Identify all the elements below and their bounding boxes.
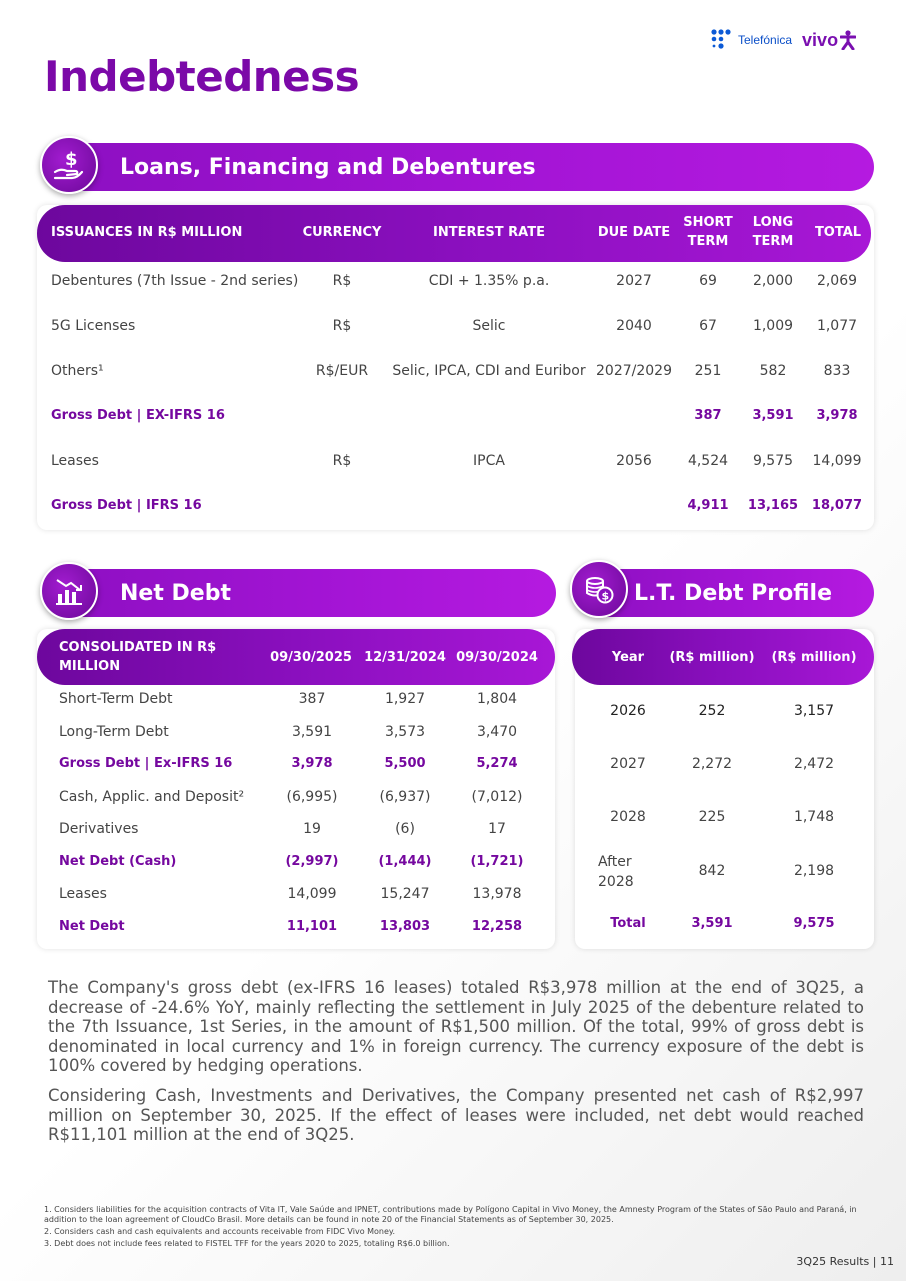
table-cell: 1,077 [816,318,858,334]
table-cell: R$ [332,318,352,334]
table-cell: 13,978 [472,886,522,902]
table-row-label: After 2028 [598,854,634,890]
table-cell: 3,591 [691,916,733,931]
table-row-label: Debentures (7th Issue - 2nd series) [51,273,299,289]
table-cell: 4,524 [687,453,729,469]
col-date-3: 09/30/2024 [456,650,538,665]
table-cell: 387 [298,691,326,707]
loans-table-header [37,205,871,262]
table-cell: 9,575 [752,453,794,469]
table-row-label-total: Total [610,916,646,931]
table-cell: 13,803 [379,919,431,934]
table-cell: 19 [303,821,321,837]
brand-logo [710,26,880,54]
loans-banner [44,143,874,191]
table-cell: R$ [332,273,352,289]
lt-profile-table-header [572,629,874,685]
table-cell: 3,157 [793,703,835,719]
table-cell: R$ [332,453,352,469]
col-date-1: 09/30/2025 [270,650,352,665]
table-cell: 582 [759,363,787,379]
loans-banner-title: Loans, Financing and Debentures [120,154,536,180]
net-debt-table-header [37,629,555,685]
table-row-label: 2026 [610,703,646,719]
col-rs-million-1: (R$ million) [669,650,755,665]
vivo-logo [802,30,856,51]
table-cell: 387 [694,408,722,423]
table-cell: (2,997) [285,854,339,869]
body-paragraph: Considering Cash, Investments and Derivatives, the Company presented net cash of R$2,997 million on September 30, 2025. If the effect of leases were included, net debt would reached R$11,101 million at the end of 3Q25. [48,1086,864,1144]
col-issuances: ISSUANCES IN R$ MILLION [51,225,243,240]
table-cell: 1,748 [793,809,835,825]
table-cell: 2,472 [793,756,835,772]
table-cell: (6) [395,821,415,837]
table-cell: Selic [472,318,506,334]
table-row-label: Long-Term Debt [59,724,169,740]
table-cell: 2040 [616,318,652,334]
telefonica-wordmark: Telefónica [738,33,793,47]
table-row-label-total: Gross Debt | IFRS 16 [51,498,202,513]
table-row-label-total: Net Debt [59,919,125,934]
net-debt-banner [44,569,556,617]
table-row-label: Leases [59,886,107,902]
table-cell: 3,978 [816,408,858,423]
table-cell: 14,099 [812,453,862,469]
page-footer: 3Q25 Results | 11 [796,1255,894,1268]
table-cell: 67 [699,318,717,334]
table-row-label: Cash, Applic. and Deposit² [59,789,245,805]
col-short-term: SHORT TERM [683,215,733,249]
table-cell: 2027 [616,273,652,289]
table-row-label: Others¹ [51,363,104,379]
table-cell: 225 [698,809,726,825]
chart-down-icon [40,562,98,620]
table-cell: 2027/2029 [596,363,672,379]
table-cell: (1,444) [378,854,432,869]
table-cell: 3,978 [291,756,333,771]
table-row-label: 5G Licenses [51,318,136,334]
col-currency: CURRENCY [302,225,382,240]
footnote: 3. Debt does not include fees related to FISTEL TFF for the years 2020 to 2025, totaling R$6.0 billion. [44,1239,450,1248]
table-cell: Selic, IPCA, CDI and Euribor [392,363,586,379]
table-cell: IPCA [473,453,505,469]
coins-icon [570,560,628,618]
table-cell: 13,165 [747,498,799,513]
col-total: TOTAL [814,225,862,240]
table-cell: 842 [698,863,726,879]
col-due-date: DUE DATE [597,225,671,240]
body-paragraph: The Company's gross debt (ex-IFRS 16 leases) totaled R$3,978 million at the end of 3Q25, a decrease of -24.6% YoY, mainly reflecting the settlement in July 2025 of the debenture related to the 7th Issuance, 1st Series, in the amount of R$1,500 million. Of the total, 99% of gross debt is denominated in local currency and 1% in foreign currency. The currency exposure of the debt is 100% covered by hedging operations. [48,978,864,1075]
table-cell: 18,077 [811,498,863,513]
table-cell: 251 [694,363,722,379]
table-cell: 69 [699,273,717,289]
table-cell: 3,591 [291,724,333,740]
table-cell: 2,198 [793,863,835,879]
table-row-label: 2027 [610,756,646,772]
footnote: 2. Considers cash and cash equivalents and accounts receivable from FIDC Vivo Money. [44,1227,396,1236]
telefonica-logo [710,28,792,52]
col-consolidated: CONSOLIDATED IN R$ MILLION [59,640,217,674]
table-row-label-total: Net Debt (Cash) [59,854,177,869]
vivo-figure-icon [840,30,856,50]
table-cell: 14,099 [287,886,337,902]
telefonica-dots-icon [710,28,734,52]
table-row-label-total: Gross Debt | Ex-IFRS 16 [59,756,233,771]
table-cell: 2,272 [691,756,733,772]
table-cell: 12,258 [471,919,523,934]
table-row-label: 2028 [610,809,646,825]
table-cell: 3,573 [384,724,426,740]
table-cell: 252 [698,703,726,719]
table-cell: (6,937) [379,789,431,805]
table-cell: 11,101 [286,919,338,934]
table-cell: 1,804 [476,691,518,707]
table-cell: 17 [488,821,506,837]
net-debt-banner-title: Net Debt [120,580,231,606]
table-cell: 2056 [616,453,652,469]
money-hand-icon [40,136,98,194]
table-cell: CDI + 1.35% p.a. [428,273,550,289]
page-title: Indebtedness [44,52,360,101]
table-row-label: Short-Term Debt [59,691,173,707]
table-cell: (1,721) [470,854,524,869]
table-row-label: Leases [51,453,99,469]
col-rs-million-2: (R$ million) [771,650,857,665]
svg-text:$: $ [65,149,78,170]
table-cell: 833 [823,363,851,379]
table-cell: 5,500 [384,756,426,771]
col-year: Year [611,650,645,665]
table-cell: R$/EUR [315,363,369,379]
table-row-label-total: Gross Debt | EX-IFRS 16 [51,408,225,423]
table-cell: (6,995) [286,789,338,805]
col-interest-rate: INTEREST RATE [433,225,545,240]
table-cell: 9,575 [793,916,835,931]
col-long-term: LONG TERM [752,215,794,249]
table-cell: 4,911 [687,498,729,513]
table-cell: 3,591 [752,408,794,423]
table-cell: 2,000 [752,273,794,289]
lt-profile-banner-title: L.T. Debt Profile [634,580,833,606]
footnote: 1. Considers liabilities for the acquisition contracts of Vita IT, Vale Saúde and IPNET, contributions made by Polígono Capital in Vivo Money, the Amnesty Program of the States of São Paulo and Paraná, in addition to the loan agreement of CloudCo Brasil. More details can be found in note 20 of the Financial Statements as of September 30, 2025. [44,1205,857,1224]
table-cell: 15,247 [380,886,430,902]
svg-text:$: $ [601,589,610,603]
table-cell: 1,009 [752,318,794,334]
table-cell: 3,470 [476,724,518,740]
table-row-label: Derivatives [59,821,139,837]
vivo-wordmark: vivo [802,29,839,50]
table-cell: 1,927 [384,691,426,707]
table-cell: 2,069 [816,273,858,289]
footnotes [44,1205,864,1249]
col-date-2: 12/31/2024 [364,650,446,665]
table-cell: 5,274 [476,756,518,771]
table-cell: (7,012) [471,789,523,805]
